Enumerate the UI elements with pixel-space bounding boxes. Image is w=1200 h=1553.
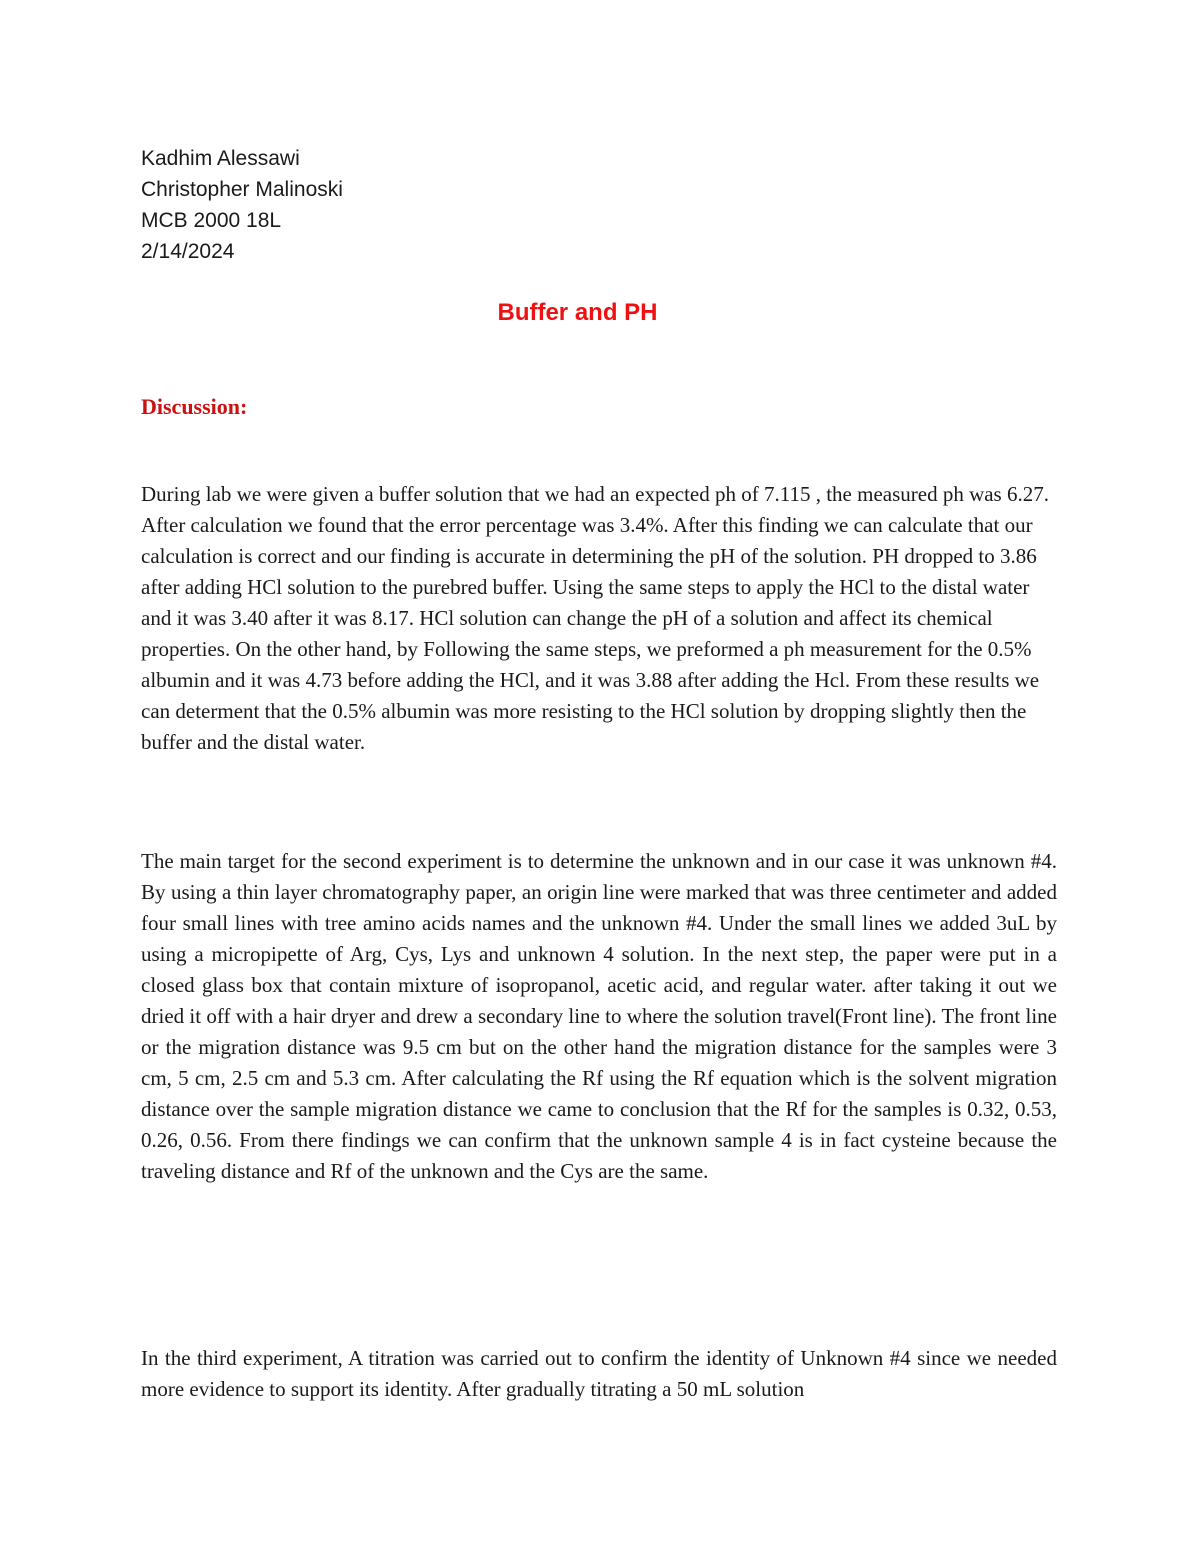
document-title: Buffer and PH: [497, 299, 658, 326]
section-heading: Discussion:: [141, 394, 248, 419]
discussion-paragraph: The main target for the second experiment is to determine the unknown and in our case it was unknown #4. By using a thin layer chromatography paper, an origin line were marked that was three centimeter and added four small lines with tree amino acids names and the unknown #4. Under the small lines we added 3uL by using a micropipette of Arg, Cys, Lys and unknown 4 solution. In the next step, the paper were put in a closed glass box that contain mixture of isopropanol, acetic acid, and regular water. after taking it out we dried it off with a hair dryer and drew a secondary line to where the solution travel(Front line). The front line or the migration distance was 9.5 cm but on the other hand the migration distance for the samples were 3 cm, 5 cm, 2.5 cm and 5.3 cm. After calculating the Rf using the Rf equation which is the solvent migration distance over the sample migration distance we came to conclusion that the Rf for the samples is 0.32, 0.53, 0.26, 0.56. From there findings we can confirm that the unknown sample 4 is in fact cysteine because the traveling distance and Rf of the unknown and the Cys are the same.: [141, 849, 1057, 1183]
discussion-paragraph: During lab we were given a buffer solution that we had an expected ph of 7.115 , the measured ph was 6.27. After calculation we found that the error percentage was 3.4%. After this finding we can calculate that our calculation is correct and our finding is accurate in determining the pH of the solution. PH dropped to 3.86 after adding HCl solution to the purebred buffer. Using the same steps to apply the HCl to the distal water and it was 3.40 after it was 8.17. HCl solution can change the pH of a solution and affect its chemical properties. On the other hand, by Following the same steps, we preformed a ph measurement for the 0.5% albumin and it was 4.73 before adding the HCl, and it was 3.88 after adding the Hcl. From these results we can determent that the 0.5% albumin was more resisting to the HCl solution by dropping slightly then the buffer and the distal water.: [141, 482, 1049, 754]
document-date: 2/14/2024: [141, 240, 235, 263]
discussion-paragraph: In the third experiment, A titration was carried out to confirm the identity of Unknown #4 since we needed more evidence to support its identity. After gradually titrating a 50 mL solution: [141, 1346, 1057, 1401]
author-name: Christopher Malinoski: [141, 178, 343, 201]
document-header: [141, 143, 343, 267]
author-name: Kadhim Alessawi: [141, 147, 300, 170]
course-code: MCB 2000 18L: [141, 209, 282, 232]
